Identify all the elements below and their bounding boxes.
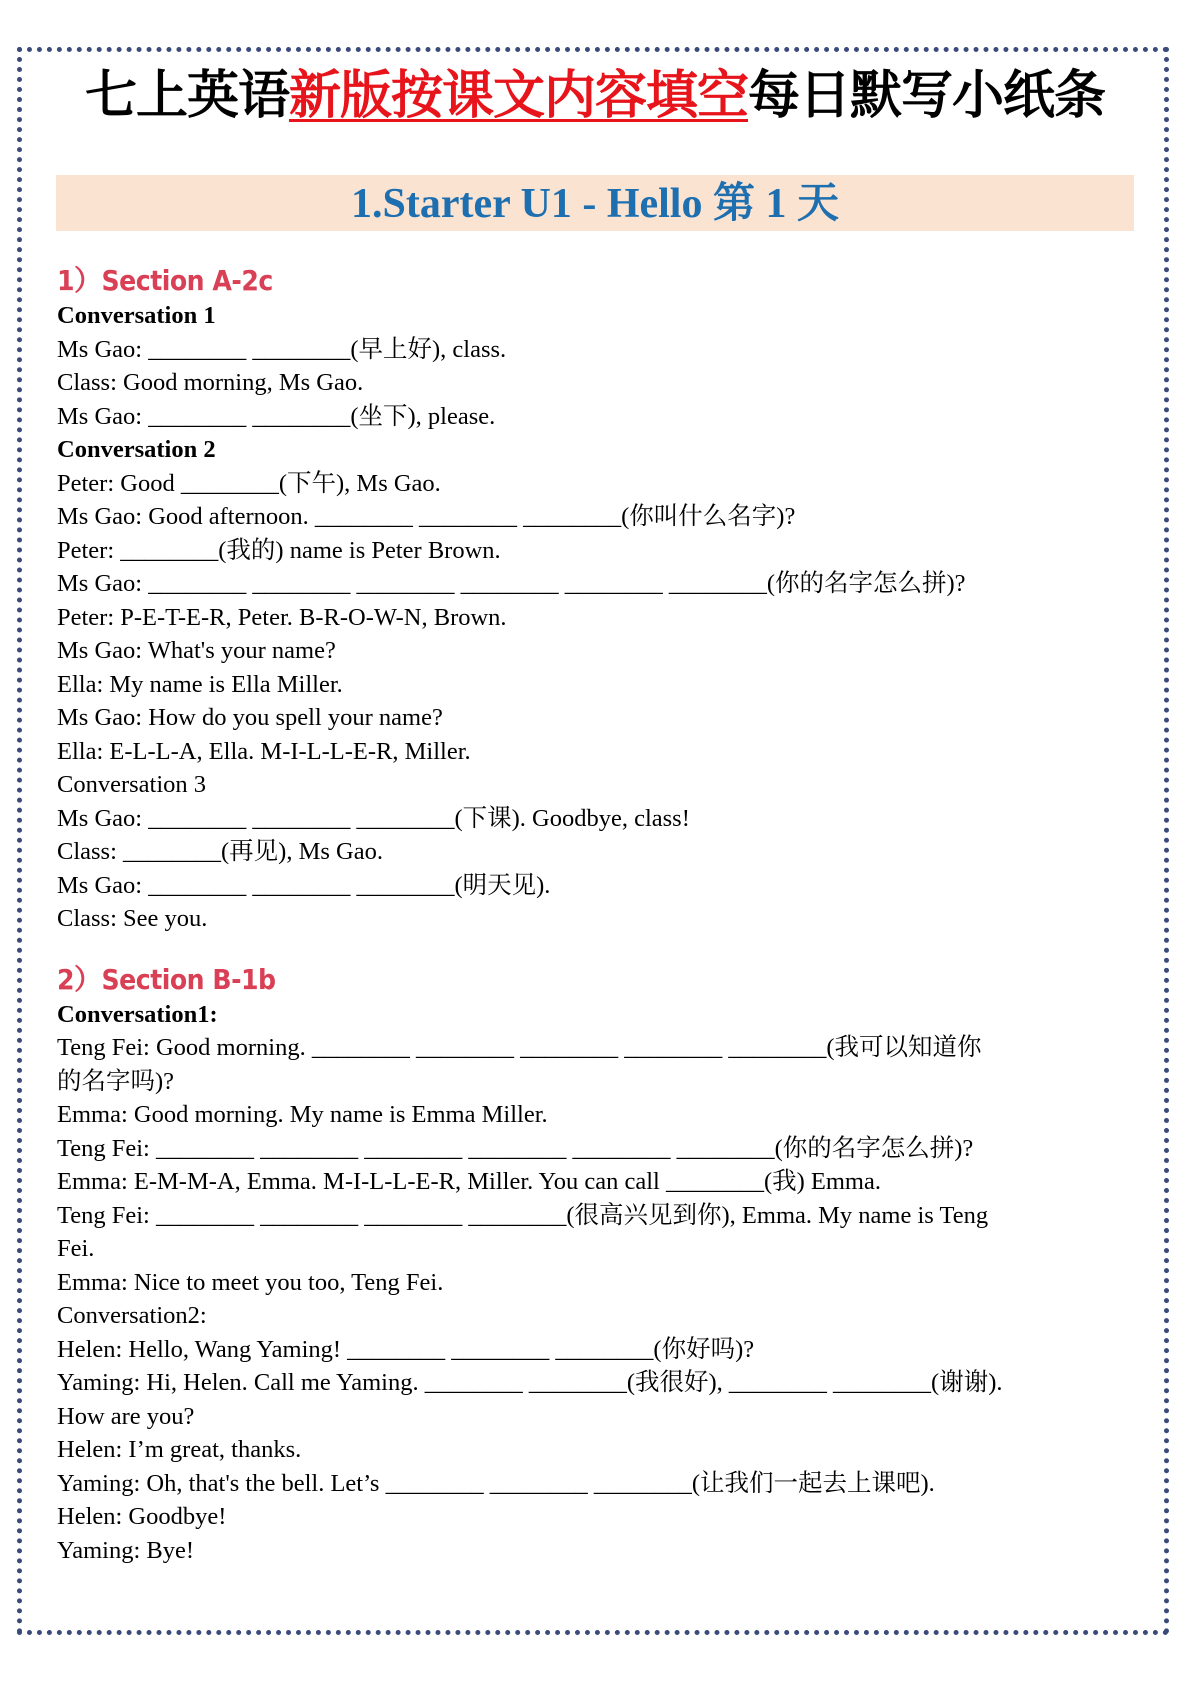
dialogue-line: Teng Fei: ________ ________ ________ ________ ________ ________(你的名字怎么拼)? xyxy=(57,1134,974,1162)
worksheet-content xyxy=(57,263,1132,1567)
conversation-title: Conversation1: xyxy=(57,1000,218,1028)
section-heading: 1）Section A-2c xyxy=(57,264,273,297)
dialogue-line: Peter: Good ________(下午), Ms Gao. xyxy=(57,469,441,497)
dialogue-line: Ms Gao: What's your name? xyxy=(57,637,336,664)
title-part-1: 七上英语 xyxy=(84,66,289,126)
dialogue-line: Ella: My name is Ella Miller. xyxy=(57,670,343,698)
title-part-2-highlight: 新版按课文内容填空 xyxy=(288,66,748,126)
title-part-3: 每日默写小纸条 xyxy=(748,66,1106,126)
dialogue-line: Ms Gao: How do you spell your name? xyxy=(57,704,443,731)
dialogue-line: Class: ________(再见), Ms Gao. xyxy=(57,838,383,865)
dialogue-line: Ms Gao: Good afternoon. ________ ________ ________(你叫什么名字)? xyxy=(57,503,796,530)
dialogue-line: Emma: Good morning. My name is Emma Miller. xyxy=(57,1101,548,1128)
dialogue-line: Ms Gao: ________ ________(坐下), please. xyxy=(57,402,496,430)
dialogue-line: Ms Gao: ________ ________ ________(明天见). xyxy=(57,871,551,899)
dialogue-line: Conversation 3 xyxy=(57,771,207,798)
dialogue-line: Peter: P-E-T-E-R, Peter. B-R-O-W-N, Brown. xyxy=(57,603,507,631)
dialogue-line: Peter: ________(我的) name is Peter Brown. xyxy=(57,536,501,564)
dialogue-line: Yaming: Hi, Helen. Call me Yaming. ________ ________(我很好), ________ ________(谢谢). xyxy=(57,1369,1003,1396)
dialogue-line: Helen: I’m great, thanks. xyxy=(57,1436,302,1463)
conversation-title: Conversation 2 xyxy=(57,436,216,463)
dialogue-line: Class: Good morning, Ms Gao. xyxy=(57,369,364,396)
section-spacer xyxy=(57,936,1132,962)
dialogue-line: Yaming: Bye! xyxy=(57,1536,195,1564)
section-heading: 2）Section B-1b xyxy=(57,962,276,996)
dialogue-line: Teng Fei: ________ ________ ________ ________(很高兴见到你), Emma. My name is Teng xyxy=(57,1201,989,1229)
dialogue-line: Fei. xyxy=(57,1235,95,1262)
dialogue-line: Ms Gao: ________ ________ ________(下课). Goodbye, class! xyxy=(57,804,690,832)
dialogue-line: 的名字吗)? xyxy=(57,1067,175,1095)
dialogue-line: Emma: E-M-M-A, Emma. M-I-L-L-E-R, Miller. You can call ________(我) Emma. xyxy=(57,1168,881,1195)
dialogue-line: Teng Fei: Good morning. ________ ________ ________ ________ ________(我可以知道你 xyxy=(57,1034,982,1061)
dialogue-line: How are you? xyxy=(57,1402,195,1430)
dialogue-line: Helen: Hello, Wang Yaming! ________ ________ ________(你好吗)? xyxy=(57,1335,755,1363)
page-title xyxy=(0,60,1190,132)
dialogue-line: Conversation2: xyxy=(57,1302,207,1329)
dialogue-line: Class: See you. xyxy=(57,905,208,932)
dialogue-line: Ms Gao: ________ ________ ________ ________ ________ ________(你的名字怎么拼)? xyxy=(57,570,966,597)
conversation-title: Conversation 1 xyxy=(57,302,216,329)
dialogue-line: Emma: Nice to meet you too, Teng Fei. xyxy=(57,1268,444,1296)
lesson-banner: 1.Starter U1 - Hello 第 1 天 xyxy=(56,175,1134,231)
dialogue-line: Ms Gao: ________ ________(早上好), class. xyxy=(57,335,507,363)
dialogue-line: Yaming: Oh, that's the bell. Let’s ________ ________ ________(让我们一起去上课吧). xyxy=(57,1469,935,1497)
dialogue-line: Ella: E-L-L-A, Ella. M-I-L-L-E-R, Miller. xyxy=(57,737,471,765)
dialogue-line: Helen: Goodbye! xyxy=(57,1503,227,1530)
